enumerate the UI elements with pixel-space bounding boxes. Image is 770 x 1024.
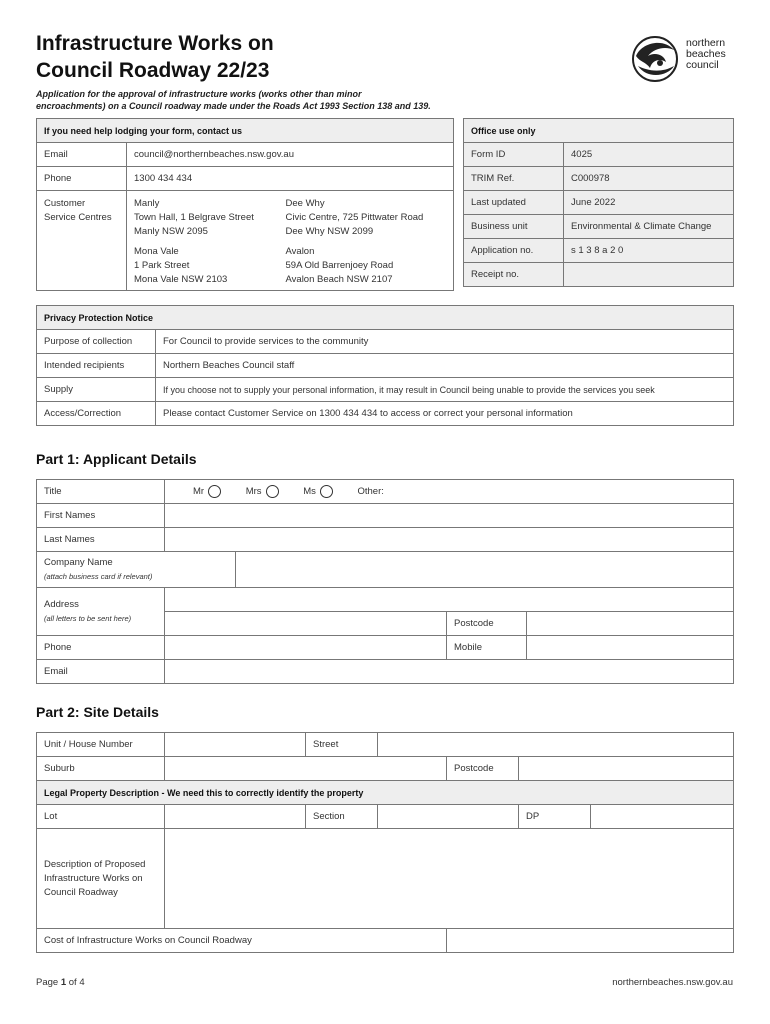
mr-radio[interactable] xyxy=(208,485,221,498)
privacy-label-supply: Supply xyxy=(37,378,156,402)
centres-label xyxy=(37,191,127,291)
monavale-address: 1 Park Street xyxy=(134,259,190,271)
last-names-label: Last Names xyxy=(37,528,165,552)
address-label-text: Address xyxy=(44,598,79,610)
page-prefix: Page xyxy=(36,977,61,988)
part2-title: Part 2: Site Details xyxy=(36,704,159,720)
postcode-field[interactable] xyxy=(519,757,734,781)
deewhy-centre xyxy=(279,191,454,241)
postcode-label: Postcode xyxy=(447,757,519,781)
suburb-field[interactable] xyxy=(165,757,447,781)
deewhy-suburb: Dee Why NSW 2099 xyxy=(285,226,374,237)
cost-label: Cost of Infrastructure Works on Council Roadway xyxy=(37,929,447,953)
subtitle-line-2: encroachments) on a Council roadway made under the Roads Act 1993 Section 138 and 139. xyxy=(36,101,431,111)
email-label: Email xyxy=(37,143,127,167)
privacy-value-purpose: For Council to provide services to the community xyxy=(156,330,734,354)
office-use-table xyxy=(463,118,734,287)
contact-table xyxy=(36,118,454,291)
privacy-value-supply: If you choose not to supply your personal information, it may result in Council being unable to provide the services you seek xyxy=(156,378,734,402)
last-names-field[interactable] xyxy=(165,528,734,552)
address-field-line-1[interactable] xyxy=(165,588,734,612)
title-label: Title xyxy=(37,480,165,504)
company-label xyxy=(37,552,236,588)
page-title xyxy=(36,30,274,84)
phone-field[interactable] xyxy=(165,636,447,660)
postcode-label: Postcode xyxy=(447,612,527,636)
other-label: Other: xyxy=(357,486,384,498)
ms-radio[interactable] xyxy=(320,485,333,498)
suburb-label: Suburb xyxy=(37,757,165,781)
centres-label-line-2: Service Centres xyxy=(44,212,112,223)
last-updated-value: June 2022 xyxy=(564,191,734,215)
phone-value: 1300 434 434 xyxy=(127,167,454,191)
mrs-label: Mrs xyxy=(245,486,262,498)
privacy-label-recipients: Intended recipients xyxy=(37,354,156,378)
last-updated-label: Last updated xyxy=(464,191,564,215)
address-field-line-2[interactable] xyxy=(165,612,447,636)
mobile-field[interactable] xyxy=(527,636,734,660)
privacy-value-access: Please contact Customer Service on 1300 434 434 to access or correct your personal information xyxy=(156,402,734,426)
logo-text xyxy=(686,38,726,71)
trim-ref-value: C000978 xyxy=(564,167,734,191)
part1-title: Part 1: Applicant Details xyxy=(36,451,197,467)
description-line-1: Description of Proposed xyxy=(44,858,146,870)
form-id-value: 4025 xyxy=(564,143,734,167)
page-subtitle xyxy=(36,88,431,112)
page-number xyxy=(36,977,85,988)
avalon-suburb: Avalon Beach NSW 2107 xyxy=(285,273,393,285)
street-field[interactable] xyxy=(378,733,734,757)
title-line-2: Council Roadway 22/23 xyxy=(36,59,270,82)
unit-field[interactable] xyxy=(165,733,306,757)
dp-field[interactable] xyxy=(591,805,734,829)
lot-field[interactable] xyxy=(165,805,306,829)
cost-field[interactable] xyxy=(447,929,734,953)
description-line-2: Infrastructure Works on xyxy=(44,872,143,884)
unit-label: Unit / House Number xyxy=(37,733,165,757)
street-label: Street xyxy=(306,733,378,757)
privacy-heading: Privacy Protection Notice xyxy=(37,306,734,330)
monavale-name: Mona Vale xyxy=(134,245,179,257)
business-unit-label: Business unit xyxy=(464,215,564,239)
deewhy-address: Civic Centre, 725 Pittwater Road xyxy=(285,212,424,223)
deewhy-name: Dee Why xyxy=(285,198,325,209)
title-options xyxy=(165,480,734,504)
site-table xyxy=(36,732,734,953)
privacy-label-access: Access/Correction xyxy=(37,402,156,426)
company-field[interactable] xyxy=(236,552,734,588)
email-field[interactable] xyxy=(165,660,734,684)
form-id-label: Form ID xyxy=(464,143,564,167)
company-label-text: Company Name xyxy=(44,556,113,568)
footer-website-link[interactable]: northernbeaches.nsw.gov.au xyxy=(612,977,733,988)
phone-label: Phone xyxy=(37,636,165,660)
office-heading: Office use only xyxy=(464,119,734,143)
avalon-name: Avalon xyxy=(285,245,315,257)
postcode-field[interactable] xyxy=(527,612,734,636)
dp-label: DP xyxy=(519,805,591,829)
email-value[interactable]: council@northernbeaches.nsw.gov.au xyxy=(127,143,454,167)
first-names-field[interactable] xyxy=(165,504,734,528)
privacy-label-purpose: Purpose of collection xyxy=(37,330,156,354)
receipt-no-label: Receipt no. xyxy=(464,263,564,287)
logo-line-2: beaches xyxy=(686,48,726,60)
contact-heading: If you need help lodging your form, contact us xyxy=(37,119,454,143)
page-current: 1 xyxy=(60,977,67,988)
subtitle-line-1: Application for the approval of infrastructure works (works other than minor xyxy=(36,89,362,99)
title-line-1: Infrastructure Works on xyxy=(36,32,274,55)
phone-label: Phone xyxy=(37,167,127,191)
avalon-centre xyxy=(279,241,454,291)
avalon-address: 59A Old Barrenjoey Road xyxy=(285,259,394,271)
privacy-value-recipients: Northern Beaches Council staff xyxy=(156,354,734,378)
application-no-label: Application no. xyxy=(464,239,564,263)
receipt-no-value[interactable] xyxy=(564,263,734,287)
council-logo xyxy=(630,34,740,84)
first-names-label: First Names xyxy=(37,504,165,528)
section-label: Section xyxy=(306,805,378,829)
lot-label: Lot xyxy=(37,805,165,829)
logo-line-3: council xyxy=(686,59,719,71)
page-suffix: of 4 xyxy=(66,977,85,988)
manly-suburb: Manly NSW 2095 xyxy=(134,226,208,237)
monavale-centre xyxy=(127,241,279,291)
application-no-value: s 1 3 8 a 2 0 xyxy=(564,239,734,263)
mrs-radio[interactable] xyxy=(266,485,279,498)
legal-heading: Legal Property Description - We need this to correctly identify the property xyxy=(37,781,734,805)
manly-name: Manly xyxy=(134,198,160,209)
applicant-table xyxy=(36,479,734,684)
description-field[interactable] xyxy=(165,829,734,929)
mr-label: Mr xyxy=(193,486,205,498)
trim-ref-label: TRIM Ref. xyxy=(464,167,564,191)
manly-address: Town Hall, 1 Belgrave Street xyxy=(134,212,254,223)
centres-label-line-1: Customer xyxy=(44,198,86,209)
address-label xyxy=(37,588,165,636)
section-field[interactable] xyxy=(378,805,519,829)
mobile-label: Mobile xyxy=(447,636,527,660)
ms-label: Ms xyxy=(303,486,316,498)
description-line-3: Council Roadway xyxy=(44,886,118,898)
logo-line-1: northern xyxy=(686,37,726,49)
email-label: Email xyxy=(37,660,165,684)
monavale-suburb: Mona Vale NSW 2103 xyxy=(134,273,228,285)
privacy-table xyxy=(36,305,734,426)
manly-centre xyxy=(127,191,279,241)
company-note: (attach business card if relevant) xyxy=(44,571,153,581)
wave-logo-icon xyxy=(630,34,682,84)
description-label xyxy=(37,829,165,929)
address-note: (all letters to be sent here) xyxy=(44,613,132,623)
business-unit-value: Environmental & Climate Change xyxy=(564,215,734,239)
